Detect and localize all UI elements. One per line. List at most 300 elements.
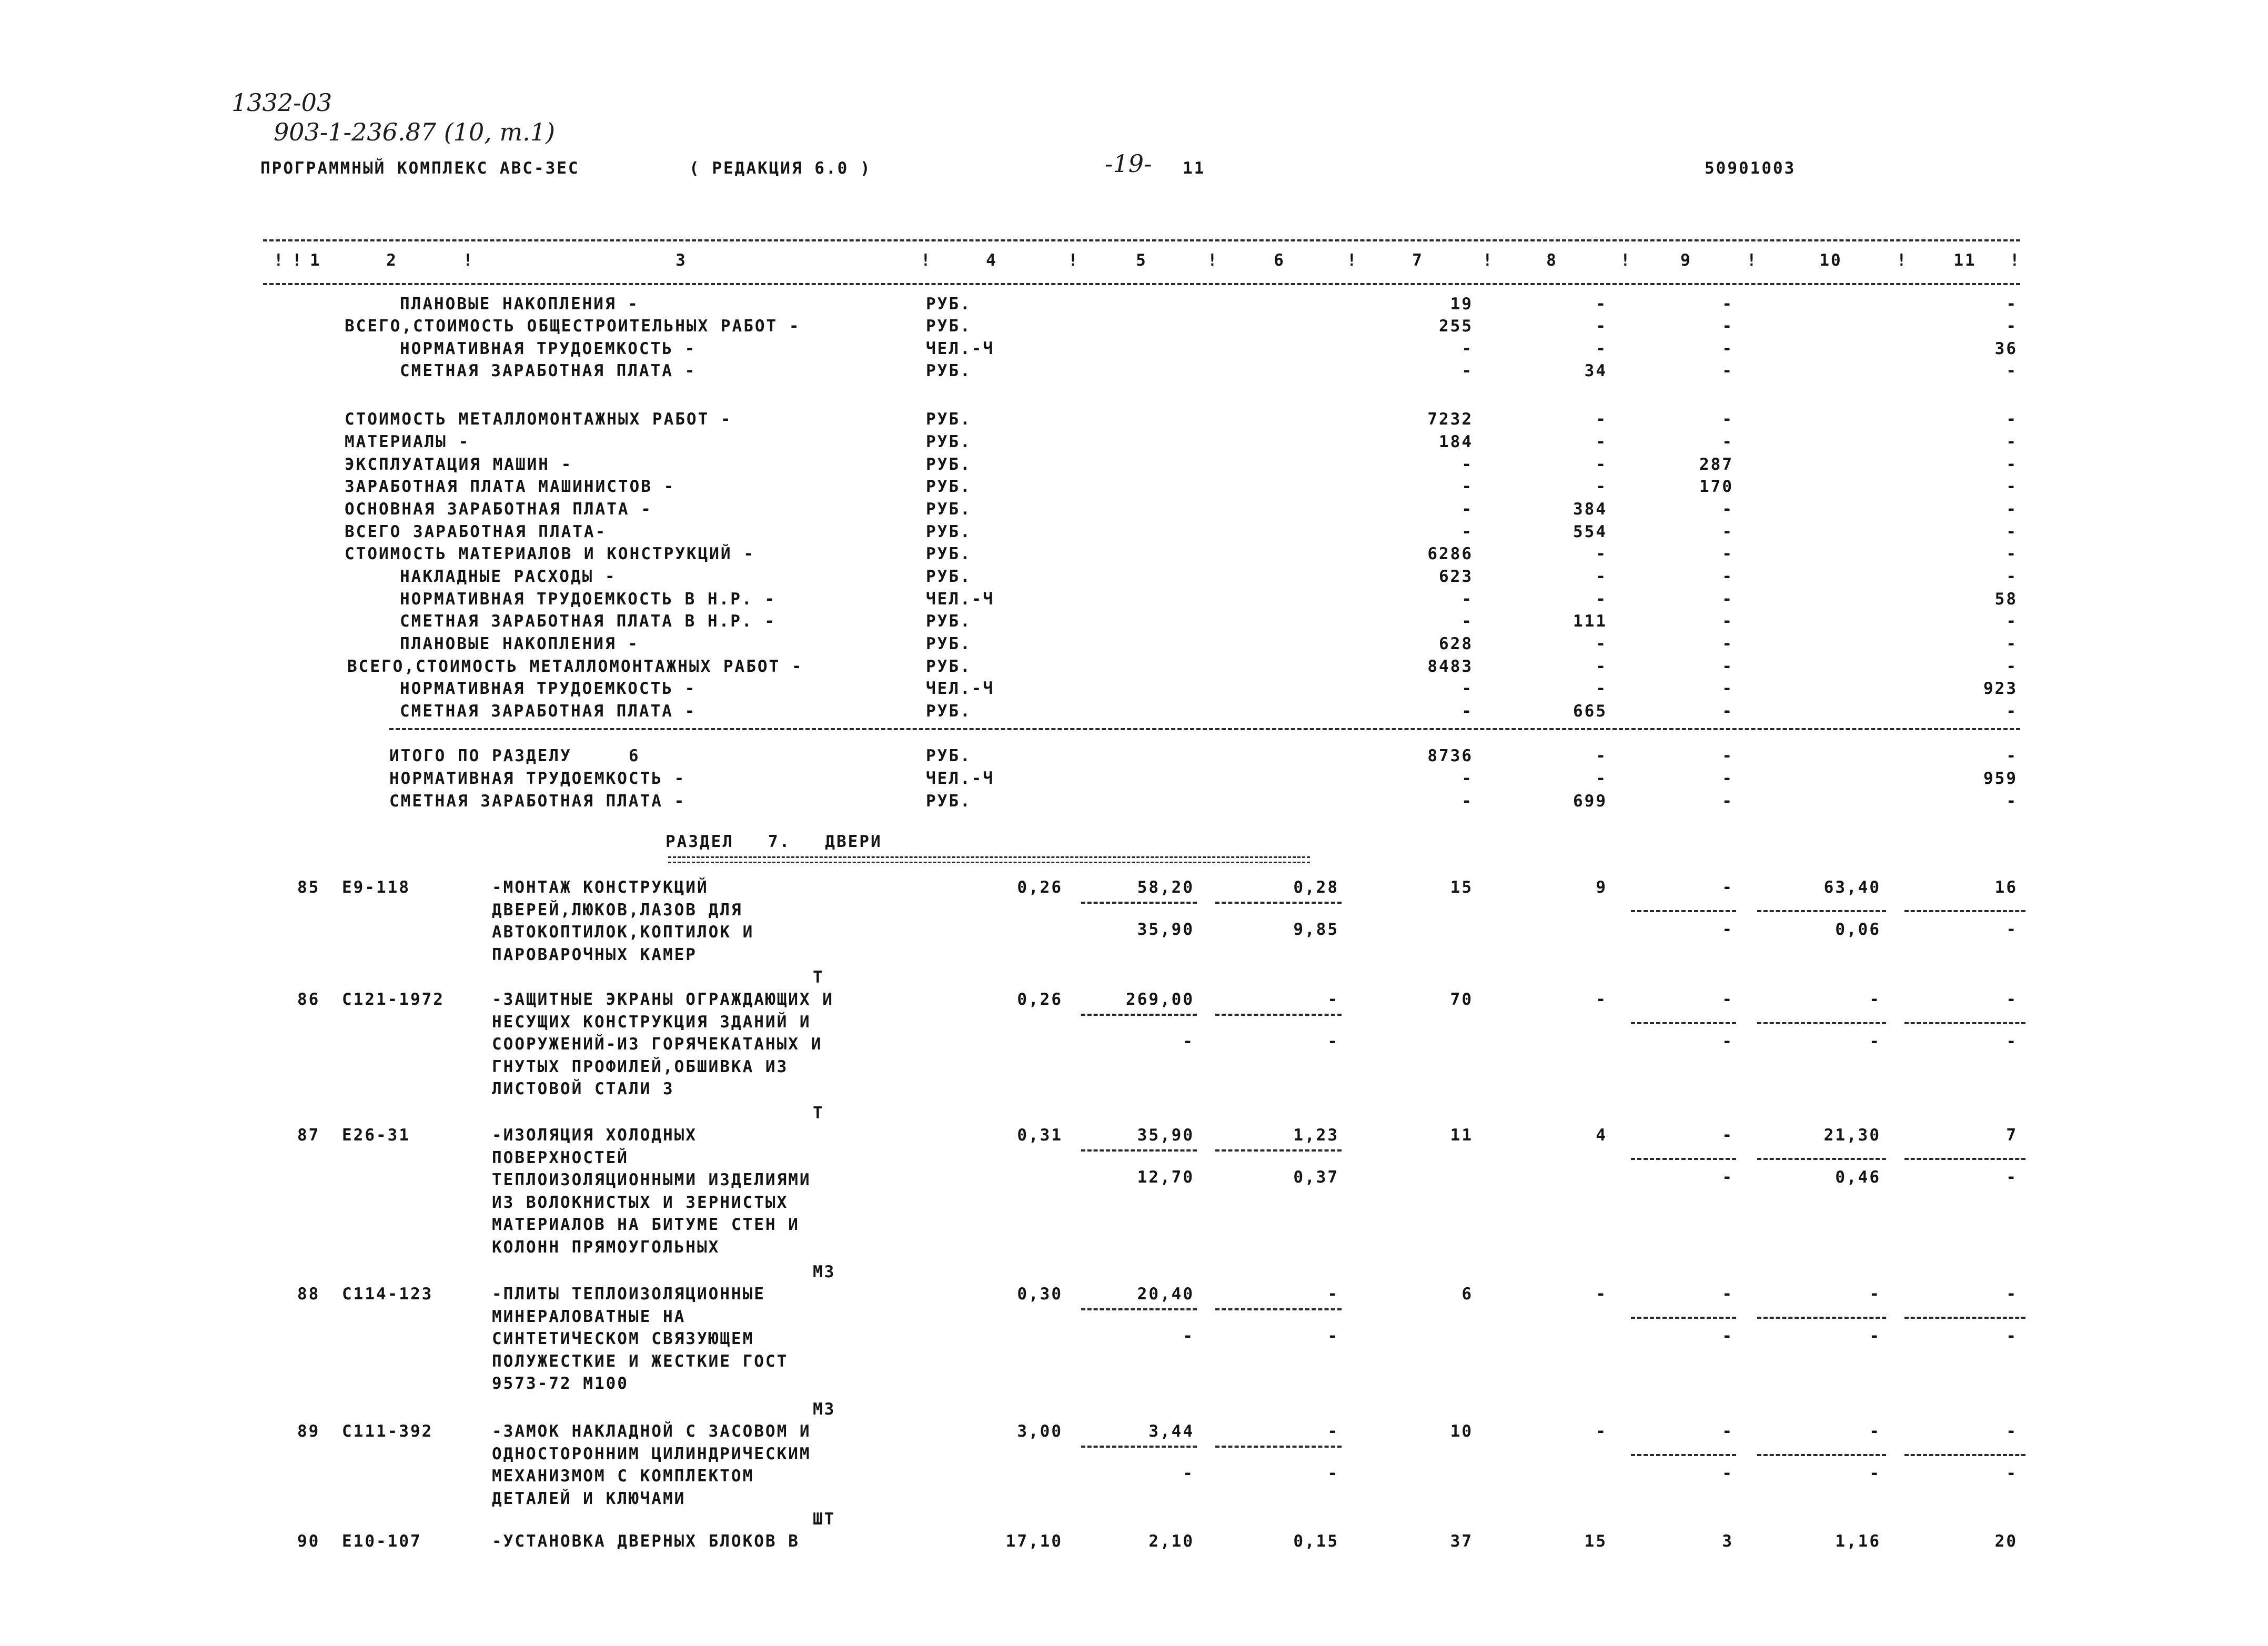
summary_rows-label: МАТЕРИАЛЫ - <box>345 432 470 451</box>
subtotal-rule <box>389 728 2020 730</box>
item-c9: - <box>1722 878 1733 897</box>
summary_rows-c9: - <box>1722 432 1733 451</box>
summary_rows-c7: - <box>1461 612 1473 631</box>
summary_rows-label: ВСЕГО,СТОИМОСТЬ ОБЩЕСТРОИТЕЛЬНЫХ РАБОТ - <box>345 317 801 336</box>
item-c9: - <box>1722 990 1733 1009</box>
summary_rows-c8: - <box>1596 432 1607 451</box>
summary_rows-c11: 58 <box>1994 590 2018 609</box>
column-separator: ! <box>1483 251 1494 270</box>
item-c10-secondary: 0,06 <box>1835 920 1881 939</box>
summary_rows-label: ПЛАНОВЫЕ НАКОПЛЕНИЯ - <box>400 295 639 314</box>
section-title: РАЗДЕЛ 7. ДВЕРИ <box>666 832 882 851</box>
totals_rows-c9: - <box>1722 769 1733 788</box>
item-c6: - <box>1327 1285 1339 1304</box>
item-description-line: ЛИСТОВОЙ СТАЛИ 3 <box>492 1079 674 1098</box>
item-rule <box>1081 1308 1197 1310</box>
item-number: 85 <box>297 878 320 897</box>
summary_rows-unit: РУБ. <box>926 567 972 586</box>
column-separator: ! <box>1207 251 1219 270</box>
handwritten-project-number: 903-1-236.87 (10, т.1) <box>274 118 555 146</box>
item-c5: 2,10 <box>1148 1532 1194 1551</box>
item-rule <box>1631 1317 1736 1319</box>
item-c11-secondary: - <box>2006 1168 2018 1187</box>
item-c5-secondary: - <box>1183 1327 1194 1346</box>
summary_rows-c8: - <box>1596 590 1607 609</box>
summary_rows-c9: - <box>1722 410 1733 429</box>
summary_rows-c11: - <box>2006 432 2018 451</box>
item-code: С121-1972 <box>342 990 445 1009</box>
totals_rows-c11: 959 <box>1983 769 2018 788</box>
summary_rows-unit: РУБ. <box>926 612 972 631</box>
item-rule <box>1757 910 1886 912</box>
summary_rows-c8: 554 <box>1573 522 1607 541</box>
item-c9: 3 <box>1722 1532 1733 1551</box>
item-rule <box>1904 1454 2025 1456</box>
item-rule <box>1631 1022 1736 1024</box>
summary_rows-c8: - <box>1596 295 1607 314</box>
item-c9: - <box>1722 1422 1733 1441</box>
item-rule <box>1904 1317 2025 1319</box>
item-rule <box>1215 902 1342 904</box>
summary_rows-c8: - <box>1596 657 1607 676</box>
summary_rows-c9: 170 <box>1699 477 1733 496</box>
item-rule <box>1215 1308 1342 1310</box>
column-separator: ! <box>292 251 304 270</box>
summary_rows-c8: 384 <box>1573 500 1607 519</box>
item-c11: - <box>2006 1422 2018 1441</box>
item-rule <box>1081 902 1197 904</box>
summary_rows-label: СТОИМОСТЬ МЕТАЛЛОМОНТАЖНЫХ РАБОТ - <box>345 410 732 429</box>
item-c6: 0,28 <box>1293 878 1339 897</box>
summary_rows-c9: - <box>1722 612 1733 631</box>
item-c8: 9 <box>1596 878 1607 897</box>
item-c8: 4 <box>1596 1126 1607 1145</box>
summary_rows-label: ЗАРАБОТНАЯ ПЛАТА МАШИНИСТОВ - <box>345 477 676 496</box>
summary_rows-unit: РУБ. <box>926 702 972 721</box>
summary_rows-c8: - <box>1596 477 1607 496</box>
item-rule <box>1081 1149 1197 1152</box>
summary_rows-c7: 184 <box>1439 432 1473 451</box>
summary_rows-c11: - <box>2006 702 2018 721</box>
summary_rows-c8: 34 <box>1584 361 1607 380</box>
edition-label: ( РЕДАКЦИЯ 6.0 ) <box>689 159 872 178</box>
item-description-line: ОДНОСТОРОННИМ ЦИЛИНДРИЧЕСКИМ <box>492 1444 811 1463</box>
summary_rows-c11: - <box>2006 522 2018 541</box>
item-description-line: ИЗ ВОЛОКНИСТЫХ И ЗЕРНИСТЫХ <box>492 1193 789 1212</box>
item-c9: - <box>1722 1285 1733 1304</box>
summary_rows-c11: 36 <box>1994 339 2018 358</box>
item-description-line: МАТЕРИАЛОВ НА БИТУМЕ СТЕН И <box>492 1215 800 1234</box>
item-c6: 0,15 <box>1293 1532 1339 1551</box>
summary_rows-c8: - <box>1596 455 1607 474</box>
item-rule <box>1757 1317 1886 1319</box>
item-description-line: -УСТАНОВКА ДВЕРНЫХ БЛОКОВ В <box>492 1532 800 1551</box>
summary_rows-unit: РУБ. <box>926 432 972 451</box>
column-number-1: 1 <box>310 251 321 270</box>
column-separator: ! <box>463 251 475 270</box>
item-description-line: -ИЗОЛЯЦИЯ ХОЛОДНЫХ <box>492 1126 697 1145</box>
summary_rows-label: НОРМАТИВНАЯ ТРУДОЕМКОСТЬ В Н.Р. - <box>400 590 776 609</box>
summary_rows-label: ОСНОВНАЯ ЗАРАБОТНАЯ ПЛАТА - <box>345 500 652 519</box>
summary_rows-c7: - <box>1461 590 1473 609</box>
item-unit: М3 <box>813 1400 836 1419</box>
item-description-line: СИНТЕТИЧЕСКОМ СВЯЗУЮЩЕМ <box>492 1329 754 1348</box>
item-rule <box>1631 910 1736 912</box>
column-number-2: 2 <box>386 251 398 270</box>
item-c9-secondary: - <box>1722 1032 1733 1051</box>
summary_rows-unit: ЧЕЛ.-Ч <box>926 590 994 609</box>
item-rule <box>1904 1158 2025 1160</box>
item-c10: - <box>1869 1422 1881 1441</box>
summary_rows-c11: - <box>2006 477 2018 496</box>
item-c5: 269,00 <box>1126 990 1194 1009</box>
summary_rows-c11: - <box>2006 455 2018 474</box>
item-code: Е10-107 <box>342 1532 422 1551</box>
column-separator: ! <box>1620 251 1632 270</box>
summary_rows-c9: - <box>1722 544 1733 563</box>
totals_rows-label: ИТОГО ПО РАЗДЕЛУ 6 <box>389 746 640 765</box>
item-c7: 15 <box>1450 878 1473 897</box>
summary_rows-label: НАКЛАДНЫЕ РАСХОДЫ - <box>400 567 617 586</box>
item-c4: 17,10 <box>1005 1532 1063 1551</box>
item-c9-secondary: - <box>1722 1327 1733 1346</box>
item-c5-secondary: 12,70 <box>1137 1168 1194 1187</box>
item-description-line: НЕСУЩИХ КОНСТРУКЦИЯ ЗДАНИЙ И <box>492 1012 811 1032</box>
column-number-7: 7 <box>1412 251 1424 270</box>
item-description-line: СООРУЖЕНИЙ-ИЗ ГОРЯЧЕКАТАНЫХ И <box>492 1035 823 1054</box>
summary_rows-label: СМЕТНАЯ ЗАРАБОТНАЯ ПЛАТА - <box>400 361 697 380</box>
item-c5-secondary: 35,90 <box>1137 920 1194 939</box>
item-c10-secondary: 0,46 <box>1835 1168 1881 1187</box>
item-c7: 37 <box>1450 1532 1473 1551</box>
item-c10-secondary: - <box>1869 1032 1881 1051</box>
item-c4: 3,00 <box>1017 1422 1063 1441</box>
summary_rows-c11: 923 <box>1983 679 2018 698</box>
item-rule <box>1215 1149 1342 1152</box>
summary_rows-c11: - <box>2006 657 2018 676</box>
summary_rows-unit: РУБ. <box>926 410 972 429</box>
summary_rows-c8: 665 <box>1573 702 1607 721</box>
item-description-line: МИНЕРАЛОВАТНЫЕ НА <box>492 1307 686 1326</box>
item-c11-secondary: - <box>2006 1464 2018 1483</box>
item-description-line: -ЗАЩИТНЫЕ ЭКРАНЫ ОГРАЖДАЮЩИХ И <box>492 990 834 1009</box>
item-c4: 0,26 <box>1017 990 1063 1009</box>
item-c10: 63,40 <box>1823 878 1881 897</box>
item-c8: 15 <box>1584 1532 1607 1551</box>
summary_rows-c11: - <box>2006 567 2018 586</box>
summary_rows-unit: ЧЕЛ.-Ч <box>926 339 994 358</box>
item-unit: М3 <box>813 1263 836 1281</box>
item-description-line: -ЗАМОК НАКЛАДНОЙ С ЗАСОВОМ И <box>492 1422 811 1441</box>
column-number-11: 11 <box>1953 251 1977 270</box>
summary_rows-c7: 255 <box>1439 317 1473 336</box>
item-c6-secondary: - <box>1327 1032 1339 1051</box>
summary_rows-c7: - <box>1461 477 1473 496</box>
item-code: С114-123 <box>342 1285 434 1304</box>
summary_rows-c9: - <box>1722 679 1733 698</box>
item-code: Е9-118 <box>342 878 410 897</box>
summary_rows-c11: - <box>2006 361 2018 380</box>
item-number: 88 <box>297 1285 320 1304</box>
item-c5: 35,90 <box>1137 1126 1194 1145</box>
column-number-3: 3 <box>676 251 687 270</box>
item-c11: 20 <box>1994 1532 2018 1551</box>
summary_rows-c11: - <box>2006 634 2018 653</box>
summary_rows-c9: - <box>1722 590 1733 609</box>
summary_rows-unit: РУБ. <box>926 455 972 474</box>
item-c9-secondary: - <box>1722 1464 1733 1483</box>
totals_rows-unit: РУБ. <box>926 746 972 765</box>
item-unit: Т <box>813 968 824 987</box>
item-code: С111-392 <box>342 1422 434 1441</box>
summary_rows-c11: - <box>2006 544 2018 563</box>
item-rule <box>1757 1158 1886 1160</box>
summary_rows-c8: - <box>1596 567 1607 586</box>
item-description-line: ПАРОВАРОЧНЫХ КАМЕР <box>492 945 697 964</box>
summary_rows-c9: - <box>1722 657 1733 676</box>
summary_rows-unit: РУБ. <box>926 317 972 336</box>
item-description-line: МЕХАНИЗМОМ С КОМПЛЕКТОМ <box>492 1467 754 1486</box>
item-c11: 16 <box>1994 878 2018 897</box>
document-code: 50901003 <box>1705 159 1796 178</box>
totals_rows-c11: - <box>2006 746 2018 765</box>
summary_rows-unit: РУБ. <box>926 477 972 496</box>
column-separator: ! <box>1897 251 1908 270</box>
item-c9: - <box>1722 1126 1733 1145</box>
summary_rows-c7: - <box>1461 522 1473 541</box>
item-rule <box>1757 1454 1886 1456</box>
summary_rows-unit: РУБ. <box>926 295 972 314</box>
summary_rows-c7: 7232 <box>1427 410 1473 429</box>
item-c5: 58,20 <box>1137 878 1194 897</box>
column-number-6: 6 <box>1274 251 1285 270</box>
totals_rows-c7: - <box>1461 769 1473 788</box>
item-code: Е26-31 <box>342 1126 410 1145</box>
column-separator: ! <box>1347 251 1358 270</box>
item-c9-secondary: - <box>1722 920 1733 939</box>
summary_rows-label: СМЕТНАЯ ЗАРАБОТНАЯ ПЛАТА - <box>400 702 697 721</box>
column-number-8: 8 <box>1546 251 1558 270</box>
program-title: ПРОГРАММНЫЙ КОМПЛЕКС АВС-3ЕС <box>260 159 580 178</box>
totals_rows-c8: 699 <box>1573 792 1607 811</box>
summary_rows-c7: 628 <box>1439 634 1473 653</box>
summary_rows-unit: РУБ. <box>926 500 972 519</box>
summary_rows-c9: - <box>1722 702 1733 721</box>
summary_rows-c11: - <box>2006 500 2018 519</box>
item-description-line: ТЕПЛОИЗОЛЯЦИОННЫМИ ИЗДЕЛИЯМИ <box>492 1170 811 1189</box>
summary_rows-c8: - <box>1596 634 1607 653</box>
summary_rows-c9: - <box>1722 361 1733 380</box>
summary_rows-c7: - <box>1461 361 1473 380</box>
item-rule <box>1631 1454 1736 1456</box>
section-underline <box>668 856 1310 863</box>
item-rule <box>1757 1022 1886 1024</box>
item-unit: Т <box>813 1104 824 1123</box>
item-rule <box>1215 1446 1342 1448</box>
item-c4: 0,31 <box>1017 1126 1063 1145</box>
item-number: 86 <box>297 990 320 1009</box>
summary_rows-c8: - <box>1596 317 1607 336</box>
item-c11: 7 <box>2006 1126 2018 1145</box>
summary_rows-c8: - <box>1596 410 1607 429</box>
summary_rows-c7: 6286 <box>1427 544 1473 563</box>
item-c8: - <box>1596 1422 1607 1441</box>
item-c10: 1,16 <box>1835 1532 1881 1551</box>
column-separator: ! <box>1747 251 1758 270</box>
summary_rows-label: НОРМАТИВНАЯ ТРУДОЕМКОСТЬ - <box>400 339 697 358</box>
item-c6: - <box>1327 990 1339 1009</box>
item-number: 87 <box>297 1126 320 1145</box>
item-rule <box>1081 1014 1197 1016</box>
item-description-line: 9573-72 М100 <box>492 1374 629 1393</box>
summary_rows-c8: 111 <box>1573 612 1607 631</box>
summary_rows-c9: - <box>1722 522 1733 541</box>
totals_rows-label: НОРМАТИВНАЯ ТРУДОЕМКОСТЬ - <box>389 769 686 788</box>
summary_rows-c9: - <box>1722 567 1733 586</box>
summary_rows-c9: - <box>1722 500 1733 519</box>
item-description-line: ПОЛУЖЕСТКИЕ И ЖЕСТКИЕ ГОСТ <box>492 1351 789 1371</box>
item-c10: 21,30 <box>1823 1126 1881 1145</box>
item-c6: 1,23 <box>1293 1126 1339 1145</box>
summary_rows-c7: 623 <box>1439 567 1473 586</box>
item-c7: 6 <box>1461 1285 1473 1304</box>
handwritten-archive-number: 1332-03 <box>231 88 332 117</box>
item-c10-secondary: - <box>1869 1327 1881 1346</box>
summary_rows-unit: РУБ. <box>926 544 972 563</box>
summary_rows-c9: - <box>1722 295 1733 314</box>
summary_rows-c9: - <box>1722 634 1733 653</box>
summary_rows-c7: - <box>1461 500 1473 519</box>
item-c7: 70 <box>1450 990 1473 1009</box>
summary_rows-c9: 287 <box>1699 455 1733 474</box>
summary_rows-c11: - <box>2006 295 2018 314</box>
item-c6-secondary: - <box>1327 1327 1339 1346</box>
summary_rows-label: НОРМАТИВНАЯ ТРУДОЕМКОСТЬ - <box>400 679 697 698</box>
column-separator: ! <box>921 251 932 270</box>
totals_rows-label: СМЕТНАЯ ЗАРАБОТНАЯ ПЛАТА - <box>389 792 686 811</box>
item-c6-secondary: 9,85 <box>1293 920 1339 939</box>
summary_rows-c8: - <box>1596 679 1607 698</box>
totals_rows-c7: 8736 <box>1427 746 1473 765</box>
item-c10-secondary: - <box>1869 1464 1881 1483</box>
column-number-4: 4 <box>986 251 997 270</box>
totals_rows-c11: - <box>2006 792 2018 811</box>
summary_rows-label: ВСЕГО,СТОИМОСТЬ МЕТАЛЛОМОНТАЖНЫХ РАБОТ - <box>347 657 803 676</box>
summary_rows-c9: - <box>1722 339 1733 358</box>
totals_rows-unit: ЧЕЛ.-Ч <box>926 769 994 788</box>
summary_rows-label: ПЛАНОВЫЕ НАКОПЛЕНИЯ - <box>400 634 639 653</box>
summary_rows-c8: - <box>1596 544 1607 563</box>
totals_rows-unit: РУБ. <box>926 792 972 811</box>
item-description-line: -ПЛИТЫ ТЕПЛОИЗОЛЯЦИОННЫЕ <box>492 1285 765 1304</box>
item-c8: - <box>1596 1285 1607 1304</box>
item-c7: 10 <box>1450 1422 1473 1441</box>
table-top-rule <box>263 239 2020 241</box>
summary_rows-unit: РУБ. <box>926 522 972 541</box>
summary_rows-c9: - <box>1722 317 1733 336</box>
column-separator: ! <box>2010 251 2021 270</box>
summary_rows-label: ВСЕГО ЗАРАБОТНАЯ ПЛАТА- <box>345 522 607 541</box>
item-c9-secondary: - <box>1722 1168 1733 1187</box>
item-c5-secondary: - <box>1183 1464 1194 1483</box>
summary_rows-unit: РУБ. <box>926 634 972 653</box>
summary_rows-c7: 19 <box>1450 295 1473 314</box>
summary_rows-c7: - <box>1461 339 1473 358</box>
summary_rows-unit: РУБ. <box>926 361 972 380</box>
summary_rows-c11: - <box>2006 612 2018 631</box>
item-c11: - <box>2006 1285 2018 1304</box>
column-number-10: 10 <box>1819 251 1842 270</box>
table-header-rule <box>263 283 2020 285</box>
item-c6: - <box>1327 1422 1339 1441</box>
item-c5: 3,44 <box>1148 1422 1194 1441</box>
item-c11-secondary: - <box>2006 920 2018 939</box>
totals_rows-c7: - <box>1461 792 1473 811</box>
item-c5: 20,40 <box>1137 1285 1194 1304</box>
summary_rows-label: СТОИМОСТЬ МАТЕРИАЛОВ И КОНСТРУКЦИЙ - <box>345 544 755 563</box>
item-unit: ШТ <box>813 1510 836 1529</box>
summary_rows-c7: - <box>1461 455 1473 474</box>
item-c6-secondary: - <box>1327 1464 1339 1483</box>
item-c7: 11 <box>1450 1126 1473 1145</box>
item-description-line: АВТОКОПТИЛОК,КОПТИЛОК И <box>492 923 754 942</box>
summary_rows-label: ЭКСПЛУАТАЦИЯ МАШИН - <box>345 455 573 474</box>
item-c5-secondary: - <box>1183 1032 1194 1051</box>
totals_rows-c8: - <box>1596 746 1607 765</box>
item-c11: - <box>2006 990 2018 1009</box>
summary_rows-c7: - <box>1461 702 1473 721</box>
printout-page-number: 11 <box>1183 159 1206 178</box>
item-c10: - <box>1869 990 1881 1009</box>
summary_rows-unit: ЧЕЛ.-Ч <box>926 679 994 698</box>
item-c8: - <box>1596 990 1607 1009</box>
totals_rows-c9: - <box>1722 746 1733 765</box>
item-description-line: ДВЕРЕЙ,ЛЮКОВ,ЛАЗОВ ДЛЯ <box>492 900 743 920</box>
summary_rows-c11: - <box>2006 410 2018 429</box>
item-number: 90 <box>297 1532 320 1551</box>
item-description-line: ПОВЕРХНОСТЕЙ <box>492 1148 629 1167</box>
item-c6-secondary: 0,37 <box>1293 1168 1339 1187</box>
item-rule <box>1081 1446 1197 1448</box>
item-rule <box>1215 1014 1342 1016</box>
item-c10: - <box>1869 1285 1881 1304</box>
summary_rows-label: СМЕТНАЯ ЗАРАБОТНАЯ ПЛАТА В Н.Р. - <box>400 612 776 631</box>
totals_rows-c8: - <box>1596 769 1607 788</box>
item-c4: 0,30 <box>1017 1285 1063 1304</box>
column-separator: ! <box>1068 251 1080 270</box>
item-c4: 0,26 <box>1017 878 1063 897</box>
item-c11-secondary: - <box>2006 1032 2018 1051</box>
item-rule <box>1904 1022 2025 1024</box>
item-description-line: -МОНТАЖ КОНСТРУКЦИЙ <box>492 878 709 897</box>
item-number: 89 <box>297 1422 320 1441</box>
item-rule <box>1904 910 2025 912</box>
item-c11-secondary: - <box>2006 1327 2018 1346</box>
item-description-line: ГНУТЫХ ПРОФИЛЕЙ,ОБШИВКА ИЗ <box>492 1057 789 1076</box>
summary_rows-c11: - <box>2006 317 2018 336</box>
handwritten-page-number: -19- <box>1105 149 1152 178</box>
summary_rows-c7: 8483 <box>1427 657 1473 676</box>
column-number-5: 5 <box>1136 251 1147 270</box>
summary_rows-unit: РУБ. <box>926 657 972 676</box>
column-separator: ! <box>274 251 285 270</box>
summary_rows-c7: - <box>1461 679 1473 698</box>
summary_rows-c8: - <box>1596 339 1607 358</box>
totals_rows-c9: - <box>1722 792 1733 811</box>
item-description-line: ДЕТАЛЕЙ И КЛЮЧАМИ <box>492 1489 686 1508</box>
column-number-9: 9 <box>1680 251 1692 270</box>
item-rule <box>1631 1158 1736 1160</box>
